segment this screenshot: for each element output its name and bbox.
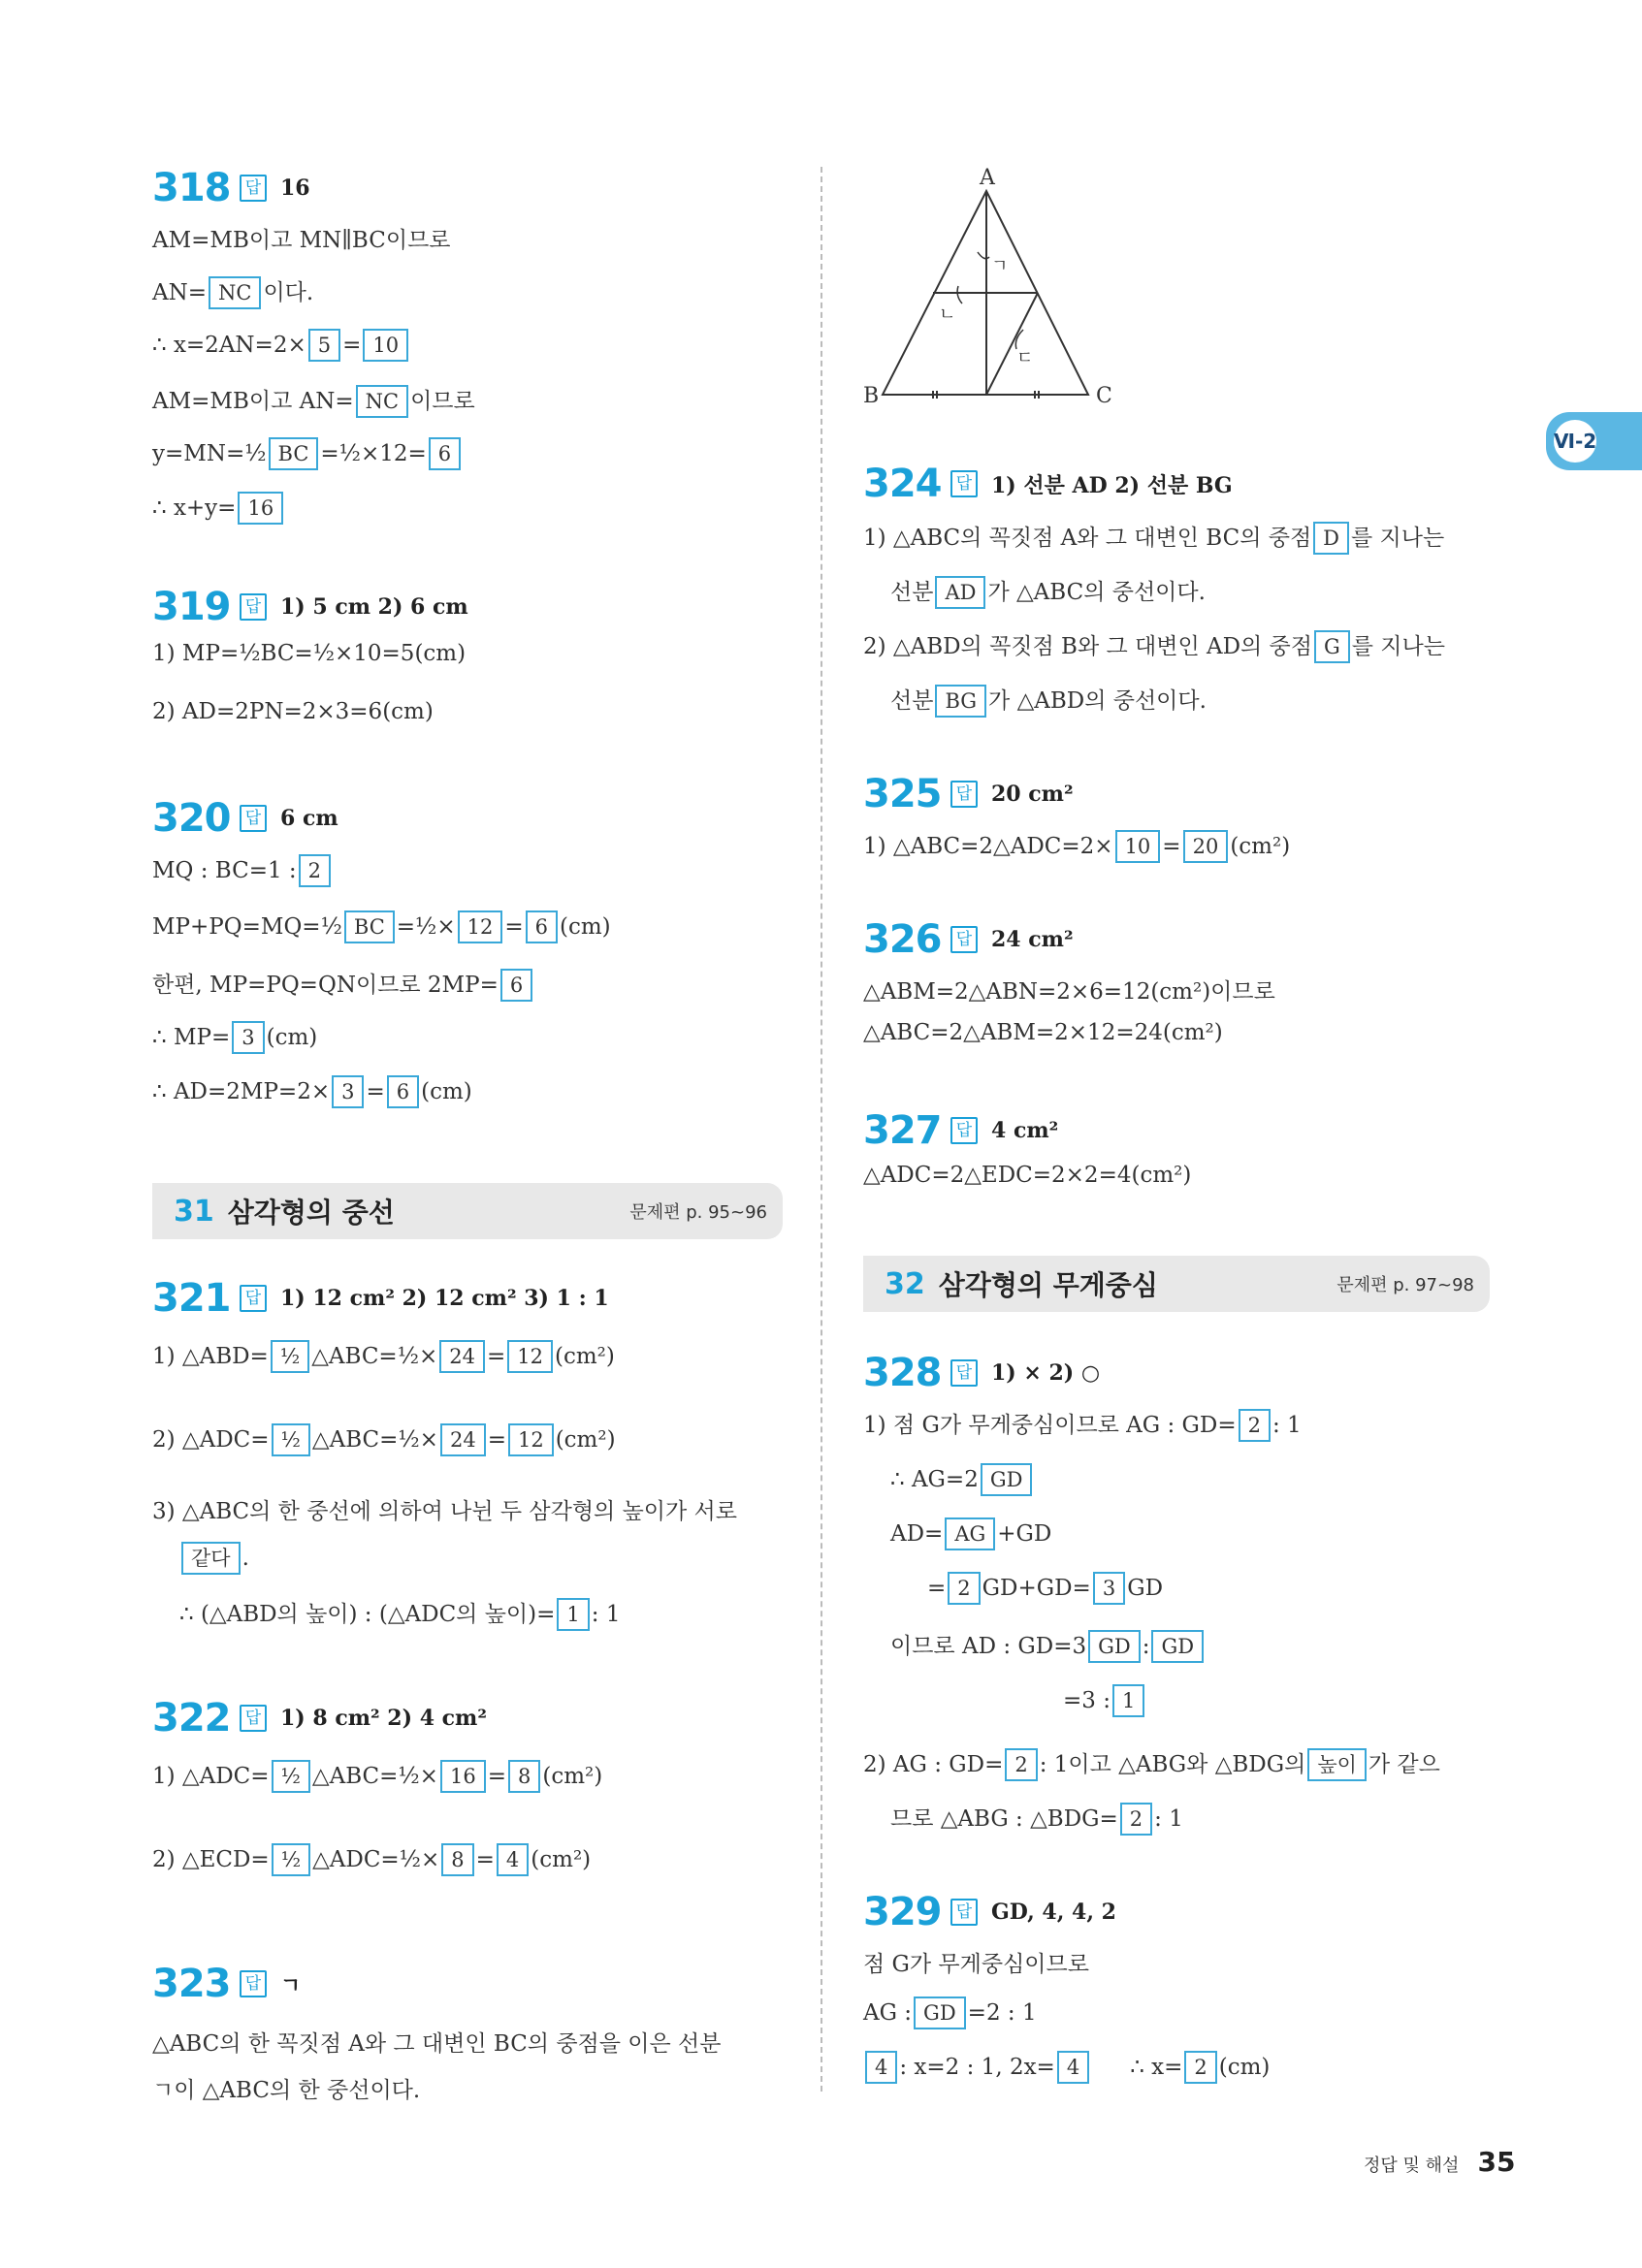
text: = (487, 1764, 506, 1789)
text: = (487, 1344, 506, 1369)
answer-box: GD (981, 1463, 1033, 1496)
answer-text: 1) 12 cm² 2) 12 cm² 3) 1 : 1 (280, 1286, 609, 1311)
answer-text: 20 cm² (991, 782, 1074, 807)
answer-box: GD (914, 1996, 966, 2029)
answer-text: 16 (280, 176, 310, 201)
text: 를 지나는 (1351, 526, 1445, 551)
label-g: ㄱ (991, 256, 1009, 276)
solution-line: 점 G가 무게중심이므로 (863, 1952, 1089, 1977)
problem-header (152, 1690, 783, 1746)
text: = (504, 914, 524, 940)
problem-number: 318 (152, 166, 231, 210)
solution-line: △ABC의 한 꼭짓점 A와 그 대변인 BC의 중점을 이은 선분 (152, 2031, 722, 2057)
text: = (1162, 834, 1181, 859)
solution-line: ㄱ이 △ABC의 한 중선이다. (152, 2078, 421, 2103)
answer-tag-icon: 답 (950, 781, 978, 808)
text: (cm²) (542, 1764, 603, 1789)
solution-line (152, 329, 410, 362)
answer-box: GD (1151, 1630, 1204, 1663)
problem-number: 319 (152, 585, 231, 629)
solution-line: △ABM=2△ABN=2×6=12(cm²)이므로 (863, 979, 1275, 1005)
problem-328 (863, 1345, 1494, 1832)
solution-line (179, 1596, 620, 1631)
text: : (1142, 1634, 1150, 1659)
text: 한편, MP=PQ=QN이므로 2MP= (152, 973, 499, 998)
answer-box: 2 (299, 854, 331, 887)
answer-box: AG (945, 1517, 995, 1550)
answer-box: 20 (1183, 830, 1229, 863)
answer-tag-icon: 답 (240, 1705, 267, 1732)
answer-box: 2 (1184, 2051, 1216, 2084)
text: =2 : 1 (967, 2000, 1037, 2026)
column-divider (821, 167, 822, 2092)
chapter-tab-label: Ⅵ-2 (1554, 420, 1596, 463)
solution-line (152, 274, 313, 309)
section-title: 삼각형의 무게중심 (938, 1269, 1158, 1301)
text: . (241, 1546, 249, 1571)
answer-box: 4 (497, 1843, 529, 1876)
answer-box: 6 (429, 437, 461, 470)
problem-header (152, 160, 783, 216)
answer-box: 8 (441, 1843, 473, 1876)
text: : 1이고 △ABG와 △BDG의 (1039, 1752, 1306, 1777)
text: ∴ AD=2MP=2× (152, 1079, 331, 1104)
text: △ADC=½× (312, 1847, 440, 1872)
text: 1) △ABC=2△ADC=2× (863, 834, 1113, 859)
problem-header (152, 579, 783, 635)
answer-box: G (1314, 630, 1350, 663)
vertex-label-c: C (1096, 384, 1112, 408)
problem-329 (863, 1884, 1494, 2080)
text: AN= (152, 280, 208, 305)
solution-line (863, 1746, 1440, 1781)
text: =½×12= (320, 441, 427, 466)
answer-text: 24 cm² (991, 927, 1074, 952)
answer-box: 12 (458, 910, 503, 943)
problem-header (863, 1102, 1494, 1159)
answer-tag-icon: 답 (950, 1899, 978, 1926)
answer-box: D (1313, 522, 1349, 555)
text: 가 같으 (1368, 1752, 1440, 1777)
solution-line: 1) MP=½BC=½×10=5(cm) (152, 641, 467, 666)
answer-box: BC (269, 437, 319, 470)
problem-327 (863, 1102, 1494, 1188)
answer-box: 2 (948, 1572, 980, 1605)
solution-line: △ABC=2△ABM=2×12=24(cm²) (863, 1020, 1223, 1045)
solution-line (890, 683, 1207, 718)
text: =½× (396, 914, 456, 940)
text: 1) △ADC= (152, 1764, 270, 1789)
text: MQ : BC=1 : (152, 858, 297, 883)
answer-box: AD (935, 576, 985, 609)
solution-line (152, 1843, 591, 1876)
text: (cm²) (531, 1847, 592, 1872)
text: : 1 (591, 1602, 621, 1627)
text: 2) △ABD의 꼭짓점 B와 그 대변인 AD의 중점 (863, 634, 1312, 659)
answer-box: 1 (1112, 1684, 1144, 1717)
vertex-label-a: A (980, 166, 995, 190)
solution-line (179, 1542, 249, 1575)
answer-box: 24 (439, 1340, 485, 1373)
vertex-label-b: B (863, 384, 880, 408)
problem-header (152, 1270, 783, 1326)
answer-box: 2 (1120, 1803, 1152, 1836)
text: 를 지나는 (1351, 634, 1445, 659)
answer-box: ½ (272, 1843, 310, 1876)
solution-line (890, 574, 1206, 609)
text: : x=2 : 1, 2x= (899, 2055, 1055, 2080)
answer-box: 12 (508, 1423, 554, 1456)
solution-line (863, 1996, 1037, 2029)
problem-321 (152, 1270, 783, 1627)
solution-line (890, 1517, 1051, 1550)
answer-text: ㄱ (280, 1972, 302, 1998)
arrow-icon (978, 252, 989, 259)
solution-line (863, 628, 1445, 663)
text: ∴ MP= (152, 1025, 231, 1050)
answer-box: NC (356, 385, 408, 418)
text: 2) △ECD= (152, 1847, 270, 1872)
text: △ABC=½× (311, 1764, 438, 1789)
text: +GD (997, 1521, 1052, 1547)
text: 이므로 AD : GD=3 (890, 1634, 1087, 1659)
problem-number: 329 (863, 1890, 942, 1934)
text: AM=MB이고 AN= (152, 389, 354, 414)
text: 므로 △ABG : △BDG= (890, 1806, 1118, 1832)
answer-box: BG (935, 685, 986, 718)
answer-tag-icon: 답 (240, 175, 267, 202)
answer-box: 2 (1239, 1409, 1271, 1442)
text: 1) △ABC의 꼭짓점 A와 그 대변인 BC의 중점 (863, 526, 1312, 551)
answer-box: 4 (865, 2051, 897, 2084)
answer-box: 16 (238, 492, 283, 525)
answer-box: 1 (557, 1598, 589, 1631)
answer-box: 12 (507, 1340, 553, 1373)
section-page-ref: 문제편 p. 95~96 (629, 1202, 767, 1223)
solution-line (863, 830, 1290, 863)
answer-box: 2 (1005, 1748, 1037, 1781)
solution-line (152, 1423, 616, 1456)
solution-line (890, 1463, 1034, 1496)
answer-text: 1) 8 cm² 2) 4 cm² (280, 1706, 487, 1731)
solution-line (152, 1760, 602, 1793)
problem-number: 328 (863, 1351, 942, 1395)
answer-box: 같다 (181, 1542, 241, 1575)
problem-number: 323 (152, 1962, 231, 2006)
answer-tag-icon: 답 (240, 593, 267, 621)
answer-text: 1) 선분 AD 2) 선분 BG (991, 472, 1233, 498)
text: = (927, 1576, 947, 1601)
problem-324 (863, 456, 1494, 714)
answer-box: 6 (526, 910, 558, 943)
text: 가 △ABC의 중선이다. (987, 580, 1206, 605)
answer-box: 6 (387, 1075, 419, 1108)
text: ∴ AG=2 (890, 1467, 979, 1492)
problem-number: 325 (863, 772, 942, 816)
section-number: 31 (174, 1194, 214, 1229)
answer-box: ½ (272, 1423, 310, 1456)
problem-320 (152, 790, 783, 1104)
solution-line: △ADC=2△EDC=2×2=4(cm²) (863, 1163, 1192, 1188)
answer-box: BC (344, 910, 395, 943)
text: AG : (863, 2000, 913, 2026)
text: = (342, 333, 362, 358)
section-title: 삼각형의 중선 (227, 1197, 395, 1229)
triangle-figure (863, 160, 1115, 412)
solution-line (863, 2051, 1270, 2084)
solution-line (152, 967, 534, 1002)
text: AD= (890, 1521, 944, 1547)
arrow-icon (957, 286, 962, 303)
solution-line (152, 1075, 472, 1108)
text: (cm²) (1230, 834, 1291, 859)
answer-box: GD (1088, 1630, 1141, 1663)
text: (cm) (1218, 2055, 1271, 2080)
text: : 1 (1154, 1806, 1183, 1832)
solution-line (890, 1801, 1183, 1836)
answer-box: 4 (1057, 2051, 1089, 2084)
answer-tag-icon: 답 (240, 805, 267, 832)
text: ∴ x=2AN=2× (152, 333, 306, 358)
page-number: 35 (1477, 2146, 1516, 2178)
section-number: 32 (885, 1266, 925, 1301)
solution-line (152, 492, 285, 525)
solution-line (890, 1628, 1206, 1663)
answer-tag-icon: 답 (950, 926, 978, 953)
solution-line: 2) AD=2PN=2×3=6(cm) (152, 699, 434, 724)
problem-325 (863, 766, 1494, 859)
solution-line (152, 854, 333, 887)
text: 이므로 (410, 389, 475, 414)
answer-text: 1) × 2) ○ (991, 1360, 1101, 1386)
text: △ABC=½× (311, 1344, 438, 1369)
solution-line (152, 1340, 615, 1373)
text: 2) AG : GD= (863, 1752, 1004, 1777)
footer-label: 정답 및 해설 (1364, 2156, 1460, 2176)
section-header-31 (152, 1183, 783, 1239)
solution-line: 3) △ABC의 한 중선에 의하여 나뉜 두 삼각형의 높이가 서로 (152, 1499, 737, 1524)
problem-header (863, 1884, 1494, 1940)
answer-box: 8 (508, 1760, 540, 1793)
answer-tag-icon: 답 (950, 1359, 978, 1387)
segment-line (986, 293, 1038, 395)
problem-number: 322 (152, 1696, 231, 1741)
problem-326 (863, 911, 1494, 1045)
page-footer (1364, 2146, 1515, 2178)
solution-line (1063, 1684, 1146, 1717)
problem-header (152, 1956, 783, 2012)
problem-header (863, 766, 1494, 822)
text: (cm²) (555, 1344, 615, 1369)
text: 1) △ABD= (152, 1344, 269, 1369)
solution-line (152, 437, 463, 470)
problem-header (863, 911, 1494, 968)
answer-text: 4 cm² (991, 1118, 1059, 1143)
text: GD+GD= (982, 1576, 1091, 1601)
solution-line: AM=MB이고 MN∥BC이므로 (152, 228, 451, 253)
answer-text: 6 cm (280, 806, 338, 831)
answer-box: 24 (440, 1423, 486, 1456)
text: (cm) (560, 914, 611, 940)
solution-line (863, 1407, 1302, 1442)
problem-header (152, 790, 783, 847)
answer-tag-icon: 답 (240, 1970, 267, 1997)
answer-box: 6 (500, 969, 532, 1002)
solution-line (863, 520, 1444, 555)
answer-text: 1) 5 cm 2) 6 cm (280, 594, 468, 620)
problem-318 (152, 160, 783, 521)
text: 가 △ABD의 중선이다. (988, 688, 1207, 714)
answer-box: ½ (272, 1760, 310, 1793)
answer-text: GD, 4, 4, 2 (991, 1900, 1116, 1925)
problem-header (863, 456, 1494, 512)
solution-line (152, 383, 475, 418)
answer-box: ½ (271, 1340, 309, 1373)
text: ∴ x= (1130, 2055, 1183, 2080)
text: 선분 (890, 688, 934, 714)
problem-322 (152, 1690, 783, 1872)
text: ∴ x+y= (152, 495, 237, 521)
chapter-tab (1546, 412, 1642, 470)
answer-box: 5 (308, 329, 340, 362)
text: 2) △ADC= (152, 1427, 270, 1453)
solution-line (927, 1572, 1163, 1605)
text: (cm²) (555, 1427, 616, 1453)
problem-319 (152, 579, 783, 724)
text: GD (1127, 1576, 1164, 1601)
section-header-32 (863, 1256, 1490, 1312)
section-page-ref: 문제편 p. 97~98 (1336, 1275, 1474, 1295)
answer-box: 높이 (1307, 1748, 1367, 1781)
text: 1) 점 G가 무게중심이므로 AG : GD= (863, 1413, 1237, 1438)
answer-box: 10 (1115, 830, 1161, 863)
text: = (366, 1079, 385, 1104)
answer-box: 3 (1093, 1572, 1125, 1605)
answer-tag-icon: 답 (240, 1285, 267, 1312)
label-n: ㄴ (939, 304, 956, 325)
problem-323 (152, 1956, 783, 2103)
text: MP+PQ=MQ=½ (152, 914, 342, 940)
text: △ABC=½× (311, 1427, 438, 1453)
problem-number: 320 (152, 796, 231, 841)
text: = (475, 1847, 495, 1872)
problem-number: 327 (863, 1108, 942, 1153)
text: 이다. (263, 280, 314, 305)
answer-tag-icon: 답 (950, 470, 978, 497)
text: ∴ (△ABD의 높이) : (△ADC의 높이)= (179, 1602, 556, 1627)
answer-box: 16 (440, 1760, 486, 1793)
answer-box: 3 (332, 1075, 364, 1108)
problem-number: 326 (863, 917, 942, 962)
problem-number: 321 (152, 1276, 231, 1321)
text: (cm) (421, 1079, 472, 1104)
problem-header (863, 1345, 1494, 1401)
text: = (487, 1427, 506, 1453)
text: : 1 (1272, 1413, 1302, 1438)
answer-tag-icon: 답 (950, 1117, 978, 1144)
label-d: ㄷ (1016, 348, 1034, 368)
text: 선분 (890, 580, 934, 605)
problem-number: 324 (863, 462, 942, 506)
solution-line (152, 1021, 317, 1054)
answer-box: 3 (232, 1021, 264, 1054)
answer-box: NC (209, 276, 261, 309)
text: (cm) (266, 1025, 318, 1050)
answer-box: 10 (363, 329, 408, 362)
solution-line (152, 910, 611, 943)
text: =3 : (1063, 1688, 1111, 1713)
text: y=MN=½ (152, 441, 267, 466)
